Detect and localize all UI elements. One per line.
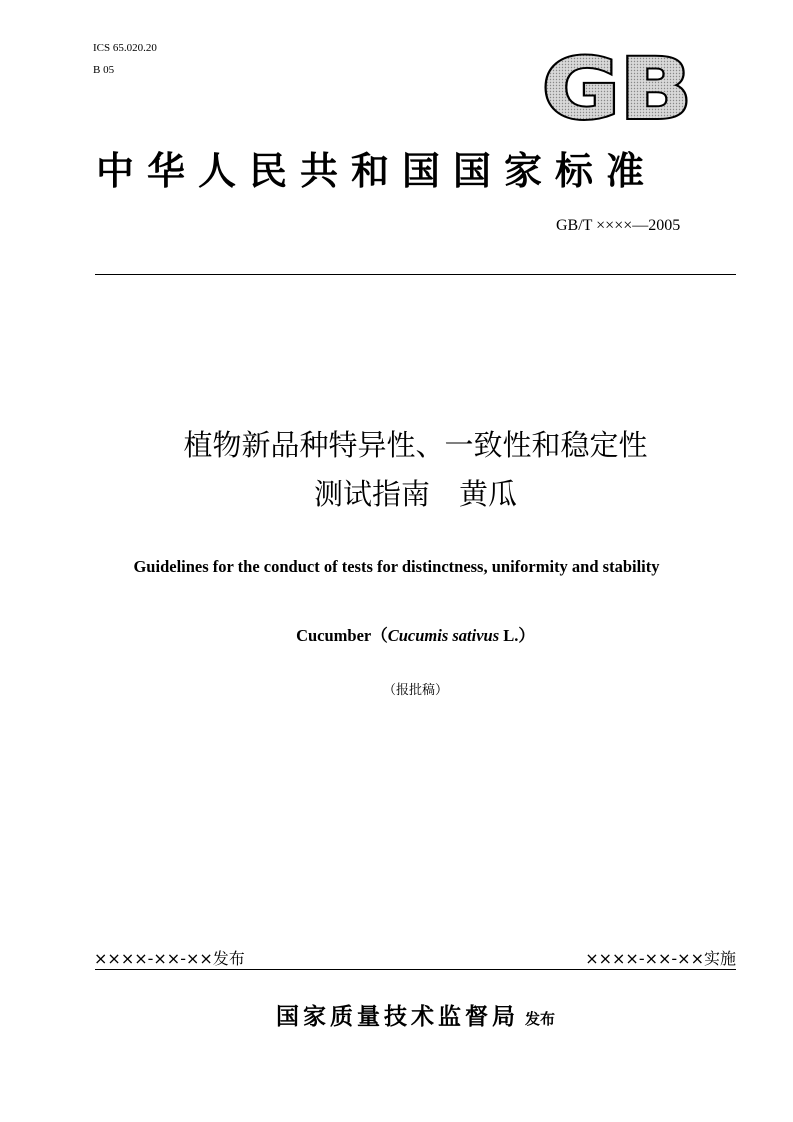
crop-name — [95, 622, 736, 646]
crop-latin-name: Cucumis sativus — [387, 626, 500, 645]
crop-prefix: Cucumber（ — [296, 626, 388, 645]
bottom-divider — [95, 969, 736, 970]
standard-number: GB/T ××××—2005 — [556, 217, 681, 234]
chinese-title-line-1: 植物新品种特异性、一致性和稳定性 — [183, 428, 648, 462]
release-date: ××××-××-××发布 — [94, 949, 245, 968]
implementation-date: ××××-××-××实施 — [585, 949, 736, 968]
svg-text:GB: GB — [542, 48, 692, 126]
crop-suffix: L.） — [499, 626, 535, 645]
ics-code: ICS 65.020.20 — [93, 42, 157, 54]
english-title: Guidelines for the conduct of tests for distinctness, uniformity and stability — [133, 557, 660, 576]
chinese-title-line-2: 测试指南 黄瓜 — [313, 477, 517, 511]
gb-logo — [540, 48, 694, 126]
ccs-code: B 05 — [93, 64, 115, 76]
issuer-name: 国家质量技术监督局 — [275, 1004, 519, 1030]
top-divider — [95, 274, 736, 275]
issuer-line — [95, 998, 736, 1031]
national-standard-title: 中华人民共和国国家标准 — [96, 149, 658, 193]
draft-status: （报批稿） — [382, 683, 448, 698]
issuer-suffix: 发布 — [524, 1010, 555, 1028]
